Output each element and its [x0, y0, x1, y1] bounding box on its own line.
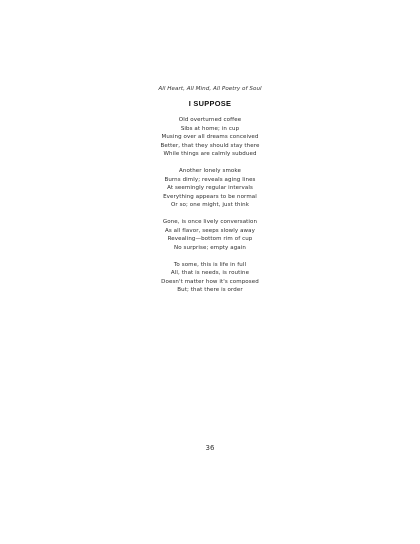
page-number: 36: [205, 444, 215, 452]
stanza-2: [0, 167, 420, 210]
poem-line: Old overturned coffee: [178, 117, 242, 123]
poem-line: Burns dimly; reveals aging lines: [164, 176, 256, 183]
running-header: All Heart, All Mind, All Poetry of Soul: [158, 86, 262, 92]
poem-line: Another lonely smoke: [179, 168, 241, 174]
stanza-4: [0, 261, 420, 295]
poem-line: To some, this is life in full: [173, 261, 247, 268]
poem-line: Sibs at home; in cup: [180, 125, 240, 132]
poem-line: As all flavor, seeps slowly away: [165, 227, 255, 234]
poem-line: Everything appears to be normal: [163, 193, 257, 200]
poem-line: While things are calmly subdued: [163, 151, 257, 157]
poem-line: But; that there is order: [177, 287, 243, 293]
poem-line: Better, that they should stay there: [160, 142, 260, 149]
stanza-3: [0, 218, 420, 252]
poem-line: Or so; one might, just think: [170, 202, 250, 208]
poem-body: [0, 116, 420, 303]
poem-line: Doesn't matter how it's composed: [161, 278, 259, 285]
poem-line: At seemingly regular intervals: [167, 185, 253, 191]
poem-line: Gone, is once lively conversation: [162, 219, 258, 225]
poem-line: No surprise; empty again: [173, 244, 246, 251]
poem-line: All, that is needs, is routine: [170, 270, 250, 276]
poem-line: Revealing—bottom rim of cup: [167, 236, 253, 242]
poem-title: I SUPPOSE: [188, 99, 232, 108]
poem-line: Musing over all dreams conceived: [161, 134, 259, 140]
stanza-1: [0, 116, 420, 159]
